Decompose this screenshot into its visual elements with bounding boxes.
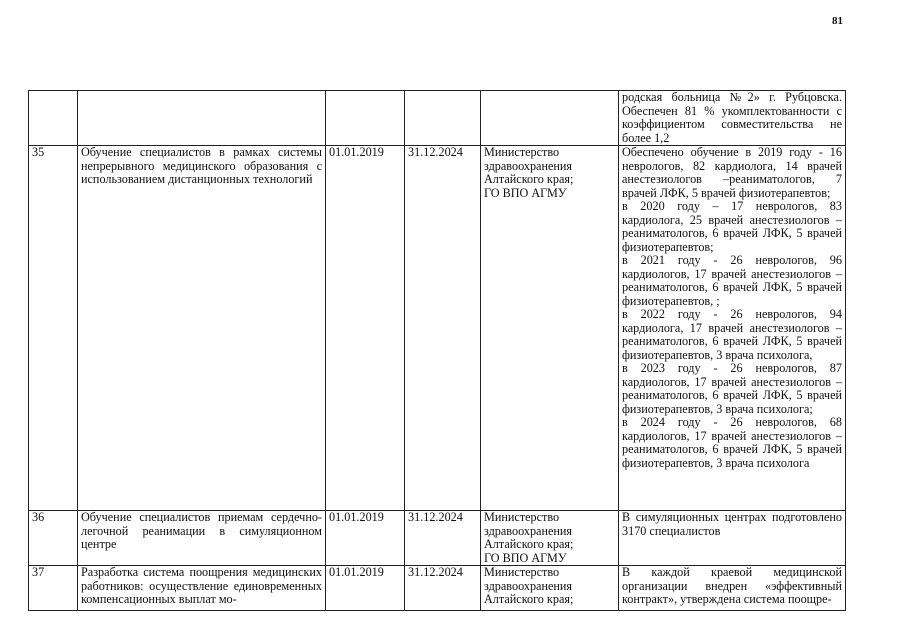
end-date-cell [405, 91, 481, 146]
row-number-cell: 36 [29, 511, 78, 566]
measures-table [28, 90, 846, 611]
row-number-cell: 35 [29, 146, 78, 511]
end-date-cell: 31.12.2024 [405, 146, 481, 511]
table-row [29, 91, 846, 146]
measure-title-cell [78, 91, 326, 146]
row-number-cell: 37 [29, 566, 78, 611]
table-row [29, 511, 846, 566]
measure-title-cell: Обучение специалистов в рамках системы непрерывного медицинского образования с использованием дистанционных технологий [78, 146, 326, 511]
start-date-cell: 01.01.2019 [326, 511, 405, 566]
end-date-cell: 31.12.2024 [405, 566, 481, 611]
responsible-cell: Министерство здравоохранения Алтайского края; ГО ВПО АГМУ [481, 146, 619, 511]
result-cell: Обеспечено обучение в 2019 году - 16 неврологов, 82 кардиолога, 14 врачей анестезиологов –реаниматологов, 7 врачей ЛФК, 5 врачей физиотерапевтов; в 2020 году – 17 неврологов, 83 кардиолога, 25 врачей анестезиологов – реаниматологов, 6 врачей ЛФК, 5 врачей физиотерапевтов; в 2021 году - 26 неврологов, 96 кардиологов, 17 врачей анестезиологов – реаниматологов, 6 врачей ЛФК, 5 врачей физиотерапевтов, ; в 2022 году - 26 неврологов, 94 кардиолога, 17 врачей анестезиологов – реаниматологов, 6 врачей ЛФК, 5 врачей физиотерапевтов, 3 врача психолога, в 2023 году - 26 неврологов, 87 кардиологов, 17 врачей анестезиологов – реаниматологов, 6 врачей ЛФК, 5 врачей физиотерапевтов, 3 врача психолога; в 2024 году - 26 неврологов, 68 кардиологов, 17 врачей анестезиологов – реаниматологов, 6 врачей ЛФК, 5 врачей физиотерапевтов, 3 врача психолога [619, 146, 846, 511]
table-row [29, 146, 846, 511]
start-date-cell: 01.01.2019 [326, 146, 405, 511]
measure-title-cell: Обучение специалистов приемам сердечно-легочной реанимации в симуляционном центре [78, 511, 326, 566]
measure-title-cell: Разработка система поощрения медицинских работников: осуществление единовременных компенсационных выплат мо- [78, 566, 326, 611]
table-row [29, 566, 846, 611]
responsible-cell [481, 91, 619, 146]
responsible-cell: Министерство здравоохранения Алтайского края; [481, 566, 619, 611]
end-date-cell: 31.12.2024 [405, 511, 481, 566]
row-number-cell [29, 91, 78, 146]
result-cell: родская больница №2» г. Рубцовска. Обеспечен 81 % укомплектованности с коэффициентом совместительства не более 1,2 [619, 91, 846, 146]
result-cell: В симуляционных центрах подготовлено 3170 специалистов [619, 511, 846, 566]
result-cell: В каждой краевой медицинской организации внедрен «эффективный контракт», утверждена система поощре- [619, 566, 846, 611]
page-number: 81 [832, 15, 843, 27]
start-date-cell: 01.01.2019 [326, 566, 405, 611]
start-date-cell [326, 91, 405, 146]
responsible-cell: Министерство здравоохранения Алтайского края; ГО ВПО АГМУ [481, 511, 619, 566]
